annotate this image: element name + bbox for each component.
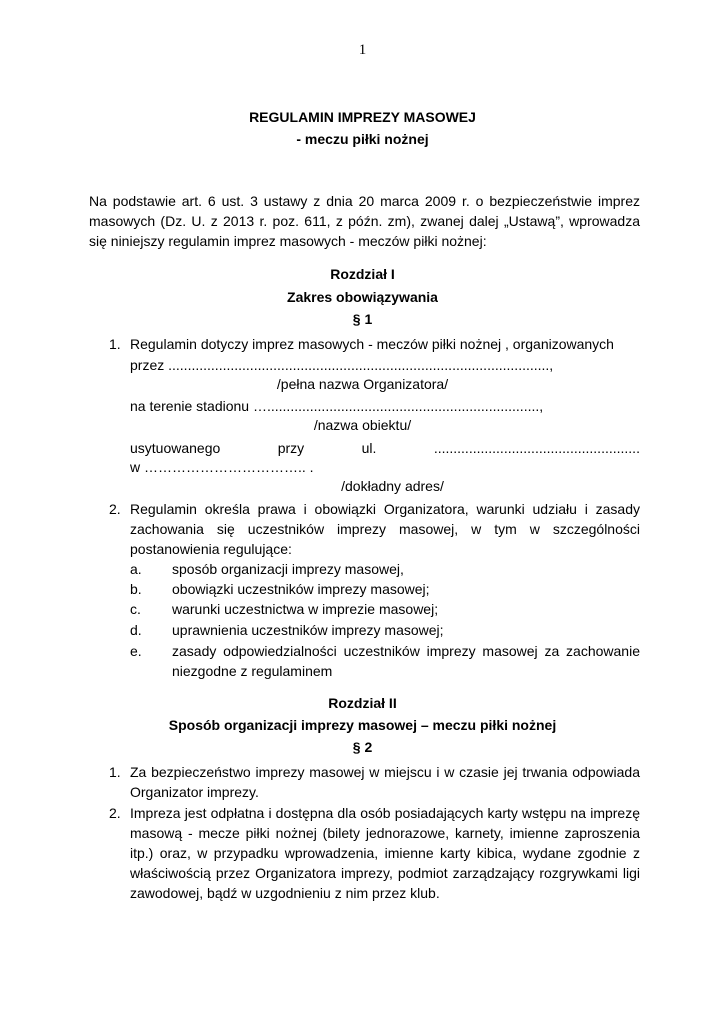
item-line: zachowania się uczestników imprezy masowej, w tym w szczególności xyxy=(130,521,640,537)
city-fill-line: w …………………………….. . xyxy=(130,459,314,475)
list-item xyxy=(109,334,640,354)
list-item xyxy=(109,499,640,559)
item-line: itp.) oraz, w przypadku wprowadzenia, imienne karty kibica, wydane zgodnie z xyxy=(130,845,640,861)
item-text: Regulamin dotyczy imprez masowych - meczów piłki nożnej , organizowanych xyxy=(130,336,614,352)
sub-letter: a. xyxy=(130,561,142,577)
sub-text: sposób organizacji imprezy masowej, xyxy=(172,561,404,577)
address-word: przy xyxy=(277,440,305,456)
chapter-subheading: Sposób organizacji imprezy masowej – meczu piłki nożnej xyxy=(168,717,557,733)
list-item xyxy=(109,803,640,903)
item-text xyxy=(130,762,640,802)
sub-text: warunki uczestnictwa w imprezie masowej; xyxy=(172,601,439,617)
item-line: postanowienia regulujące: xyxy=(130,541,292,557)
item-line: właściwością przez Organizatora imprezy, podmiot zarządzający rozgrywkami ligi xyxy=(130,865,640,881)
intro-line: Na podstawie art. 6 ust. 3 ustawy z dnia 20 marca 2009 r. o bezpieczeństwie imprez xyxy=(89,193,640,209)
sub-line: zasady odpowiedzialności uczestników imprezy masowej za zachowanie xyxy=(172,643,640,659)
item-line: masową - mecze piłki nożnej (bilety jednorazowe, karnety, imienne zaproszenia xyxy=(130,825,640,841)
item-number: 2. xyxy=(109,501,121,517)
chapter-heading: Rozdział II xyxy=(328,695,397,711)
sub-list-item xyxy=(130,620,640,640)
organizer-caption: /pełna nazwa Organizatora/ xyxy=(276,376,449,392)
sub-letter: b. xyxy=(130,581,142,597)
item-number: 1. xyxy=(109,764,121,780)
chapter-subheading: Zakres obowiązywania xyxy=(287,289,438,305)
sub-text xyxy=(172,641,640,681)
sub-list-item xyxy=(130,579,640,599)
sub-list-item xyxy=(130,599,640,619)
page-number: 1 xyxy=(358,42,367,58)
sub-letter: c. xyxy=(130,601,141,617)
sub-list-item xyxy=(130,559,640,579)
item-text xyxy=(130,499,640,559)
intro-line: się niniejszy regulamin imprez masowych - meczów piłki nożnej: xyxy=(89,233,487,249)
sub-text: obowiązki uczestników imprezy masowej; xyxy=(172,581,430,597)
sub-line: niezgodne z regulaminem xyxy=(172,663,333,679)
document-subtitle: - meczu piłki nożnej xyxy=(296,131,429,147)
address-word: usytuowanego xyxy=(130,440,221,456)
address-caption: /dokładny adres/ xyxy=(341,478,444,494)
address-row xyxy=(130,438,640,458)
object-caption: /nazwa obiektu/ xyxy=(313,417,412,433)
section-mark: § 1 xyxy=(352,311,373,327)
sub-text: uprawnienia uczestników imprezy masowej; xyxy=(172,622,444,638)
document-title: REGULAMIN IMPREZY MASOWEJ xyxy=(249,109,476,125)
chapter-heading: Rozdział I xyxy=(330,266,395,282)
item-number: 2. xyxy=(109,805,121,821)
item-line: Regulamin określa prawa i obowiązki Organizatora, warunki udziału i zasady xyxy=(130,501,640,517)
item-number: 1. xyxy=(109,336,121,352)
address-fill: ..................................................... xyxy=(433,440,640,456)
sub-letter: d. xyxy=(130,622,142,638)
list-item xyxy=(109,762,640,802)
intro-line: masowych (Dz. U. z 2013 r. poz. 611, z późn. zm), zwanej dalej „Ustawą”, wprowadza xyxy=(89,213,640,229)
item-line: Impreza jest odpłatna i dostępna dla osób posiadających karty wstępu na imprezę xyxy=(130,805,640,821)
item-line: Organizator imprezy. xyxy=(130,784,259,800)
item-line: zawodowej, bądź w uzgodnieniu z nim przez klub. xyxy=(130,885,440,901)
section-mark: § 2 xyxy=(352,739,373,755)
stadium-fill-line: na terenie stadionu …......................................................................, xyxy=(130,398,544,414)
organizer-fill-line: przez .................................................................................................., xyxy=(130,357,554,373)
sub-letter: e. xyxy=(130,643,142,659)
address-word: ul. xyxy=(361,440,377,456)
item-line: Za bezpieczeństwo imprezy masowej w miejscu i w czasie jej trwania odpowiada xyxy=(130,764,640,780)
sub-list-item xyxy=(130,641,640,681)
item-text xyxy=(130,803,640,903)
